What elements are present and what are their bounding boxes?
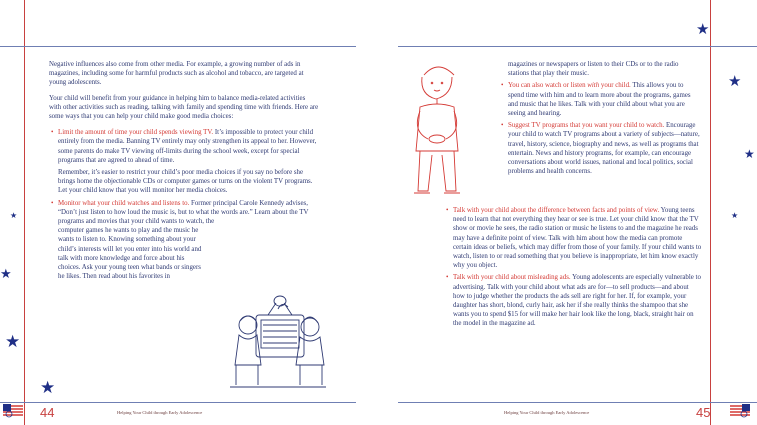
- right-bottom-rule: [398, 402, 757, 403]
- left-top-rule: [0, 46, 356, 47]
- boy-with-game-illustration: [406, 55, 470, 203]
- bullet-lead: You can also watch or listen with your child.: [508, 82, 631, 90]
- bullet-lead: Suggest TV programs that you want your child to watch.: [508, 122, 665, 130]
- page-number: 44: [40, 405, 55, 420]
- left-bottom-rule: [0, 402, 356, 403]
- right-vertical-rule: [710, 0, 711, 425]
- right-top-rule: [398, 46, 757, 47]
- bullet-monitor: [49, 199, 319, 227]
- bullet-lead: Talk with your child about the difference between facts and points of view.: [453, 207, 660, 214]
- star-icon: ★: [5, 332, 21, 352]
- page-number: 45: [696, 405, 711, 420]
- bullet-body: Young teens need to learn that not everything they hear or see is true. Let your child know that the TV show or movie he sees, the radio station or music he listens to and the magazine he reads may have a definite point of view. Talk with him about how the media can promote certain ideas or beliefs, which may differ from those of your family. If your child wants to watch, listen to or read something that you believe is inappropriate, let him know exactly why you object.: [453, 207, 702, 270]
- bullet-misleading-ads: [444, 273, 702, 328]
- bullet-extra: Remember, it’s easier to restrict your child’s poor media choices if you say no before she brings home the objectionable CDs or computer games or turns on the violent TV programs. Let your child know that you will monitor her media choices.: [58, 169, 313, 195]
- left-body-text: [49, 60, 319, 284]
- right-continuation-text: [499, 60, 701, 179]
- running-footer: Helping Your Child through Early Adolescence: [504, 410, 590, 415]
- star-icon: ★: [10, 211, 18, 220]
- running-footer: Helping Your Child through Early Adolescence: [117, 410, 203, 415]
- flag-icon: [730, 404, 750, 418]
- bullet-lead: Limit the amount of time your child spends viewing TV.: [58, 129, 214, 137]
- bullet-body: It’s impossible to protect your child entirely from the media. Banning TV entirely may only strengthen its appeal to her. However, some parents do make TV viewing off-limits during the school week, except for special programs that are agreed to ahead of time.: [58, 129, 317, 164]
- sub-bullet-watch-with: [499, 81, 701, 118]
- star-icon: ★: [744, 147, 755, 161]
- star-icon: ★: [40, 378, 56, 398]
- bullet-limit-tv: [49, 128, 319, 165]
- bullet-body: Encourage your child to watch TV programs about a variety of subjects—nature, travel, history, science, biography and news, as well as programs that entertain. News and history programs, for example, can encourage conversations about world issues, national and local politics, social problems and health concerns.: [508, 122, 700, 176]
- bullet-body: Young adolescents are especially vulnerable to advertising. Talk with your child about what ads are for—to sell products—and about how to judge whether the products the ads sell are right for her. If, for example, your daughter has short, blond, curly hair, ask her if she really thinks the shampoo that she wants you to spend $15 for will make her hair look like the long, black, straight hair on the model in the magazine ad.: [453, 274, 701, 328]
- left-page: [0, 0, 378, 425]
- bullet-lead: Talk with your child about misleading ads.: [453, 274, 571, 282]
- bullet-narrow-text: computer games he wants to play and the music he wants to listen to. Knowing something about your child’s interests will let you enter into his world and talk with more knowledge and force about his choices. Ask your young teen what bands or singers he likes. Then read about his favorites in: [58, 227, 202, 281]
- star-icon: ★: [696, 20, 710, 38]
- bullet-body: Former principal Carole Kennedy advises, “Don’t just listen to how loud the music is, but to what the words are.” Learn about the TV programs and movies that your child wants to watch, the: [58, 199, 309, 226]
- star-icon: ★: [731, 211, 739, 220]
- intro-paragraph: Negative influences also come from other media. For example, a growing number of ads in magazines, including some for harmful products such as alcohol and tobacco, are targeted at young adolescents.: [49, 61, 304, 87]
- kids-with-tv-illustration: [228, 295, 328, 392]
- star-icon: ★: [728, 72, 742, 90]
- right-page: [378, 0, 757, 425]
- continuation-text: magazines or newspapers or listen to their CDs or to the radio stations that play their music.: [508, 61, 679, 78]
- bullet-facts-points-of-view: [444, 206, 702, 270]
- intro-paragraph: Your child will benefit from your guidance in helping him to balance media-related activities with other activities such as reading, talking with family and spending time with friends. Here are some ways that you can help your child make good media choices:: [49, 94, 319, 121]
- right-body-text: [444, 206, 702, 332]
- bullet-body: This allows you to spend time with him and to learn more about the programs, games and music that he likes. Talk with your child about what you are seeing and hearing.: [508, 82, 691, 118]
- flag-icon: [3, 404, 23, 418]
- left-vertical-rule: [24, 0, 25, 425]
- sub-bullet-suggest-programs: [499, 121, 701, 176]
- star-icon: ★: [0, 267, 12, 282]
- bullet-lead: Monitor what your child watches and listens to.: [58, 199, 190, 207]
